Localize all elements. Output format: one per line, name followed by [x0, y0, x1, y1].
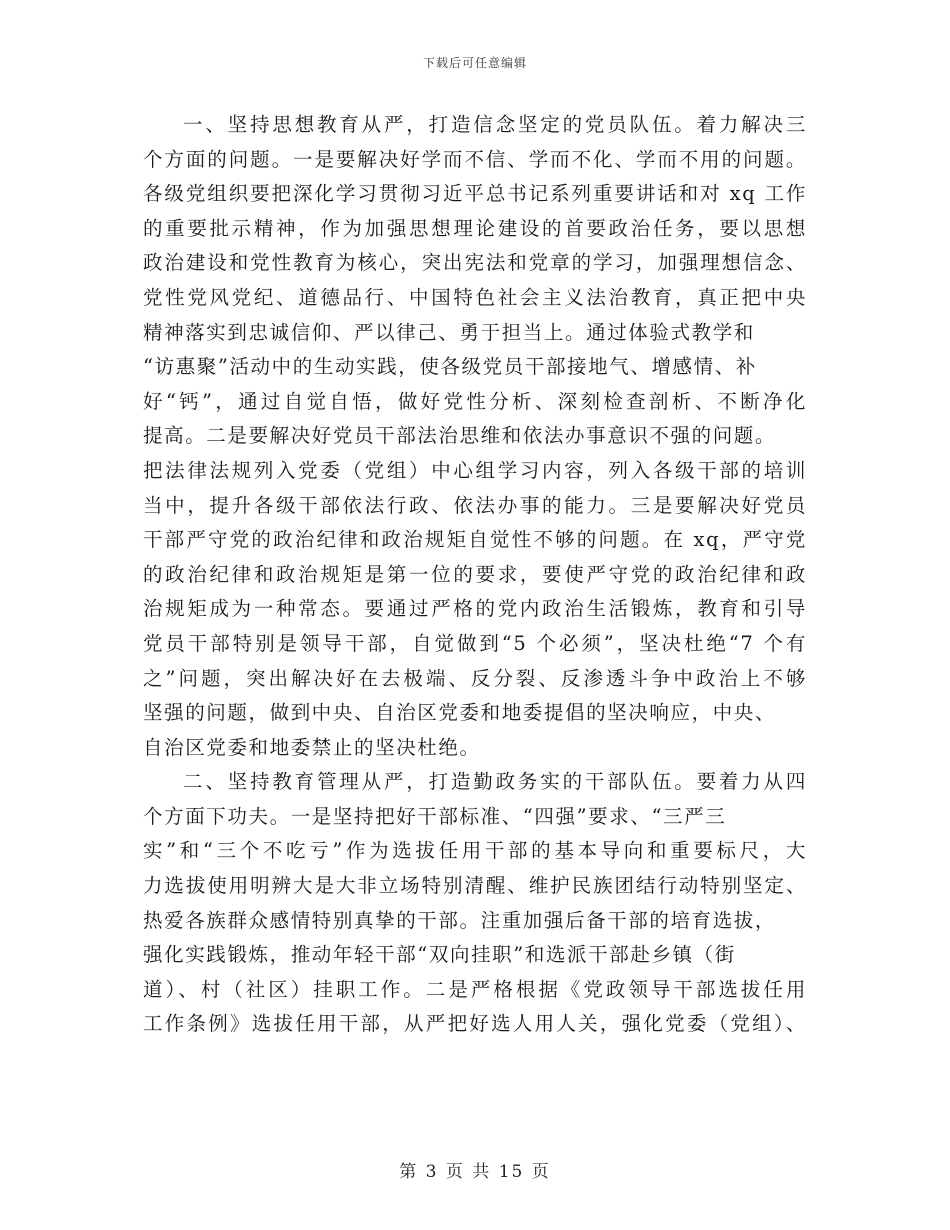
paragraph-line: 好“钙”，通过自觉自悟，做好党性分析、深刻检查剖析、不断净化	[143, 389, 807, 413]
paragraph-line: 坚强的问题，做到中央、自治区党委和地委提倡的坚决响应，中央、	[143, 701, 777, 725]
paragraph-line: 强化实践锻炼，推动年轻干部“双向挂职”和选派干部赴乡镇（街	[143, 943, 736, 967]
document-body	[143, 108, 807, 1042]
paragraph-line: 提高。二是要解决好党员干部法治思维和依法办事意识不强的问题。	[143, 424, 777, 448]
paragraph-line: 的重要批示精神，作为加强思想理论建设的首要政治任务，要以思想	[143, 216, 807, 240]
paragraph-line: 自治区党委和地委禁止的坚决杜绝。	[143, 735, 481, 759]
paragraph-line: 二、坚持教育管理从严，打造勤政务实的干部队伍。要着力从四	[183, 770, 807, 794]
paragraph-line: 治规矩成为一种常态。要通过严格的党内政治生活锻炼，教育和引导	[143, 597, 807, 621]
paragraph-line: 党员干部特别是领导干部，自觉做到“5 个必须”，坚决杜绝“7 个有	[143, 631, 807, 655]
paragraph-line: 党性党风党纪、道德品行、中国特色社会主义法治教育，真正把中央	[143, 285, 807, 309]
paragraph-line: 政治建设和党性教育为核心，突出宪法和党章的学习，加强理想信念、	[143, 251, 807, 275]
paragraph-line: 当中，提升各级干部依法行政、依法办事的能力。三是要解决好党员	[143, 493, 807, 517]
page-footer: 第 3 页 共 15 页	[399, 1162, 551, 1182]
paragraph-line: 力选拔使用明辨大是大非立场特别清醒、维护民族团结行动特别坚定、	[143, 874, 807, 898]
paragraph-line: 把法律法规列入党委（党组）中心组学习内容，列入各级干部的培训	[143, 458, 807, 482]
page-header: 下载后可任意编辑	[422, 56, 527, 70]
paragraph-line: 之”问题，突出解决好在去极端、反分裂、反渗透斗争中政治上不够	[143, 666, 807, 690]
paragraph-line: 干部严守党的政治纪律和政治规矩自觉性不够的问题。在 xq，严守党	[143, 528, 807, 552]
paragraph-line: 实”和“三个不吃亏”作为选拔任用干部的基本导向和重要标尺，大	[143, 839, 807, 863]
paragraph-line: 道）、村（社区）挂职工作。二是严格根据《党政领导干部选拔任用	[143, 977, 807, 1001]
paragraph-line: 精神落实到忠诚信仰、严以律己、勇于担当上。通过体验式教学和	[143, 320, 755, 344]
paragraph-line: “访惠聚”活动中的生动实践，使各级党员干部接地气、增感情、补	[143, 355, 757, 379]
paragraph-line: 的政治纪律和政治规矩是第一位的要求，要使严守党的政治纪律和政	[143, 562, 807, 586]
paragraph-line: 热爱各族群众感情特别真挚的干部。注重加强后备干部的培育选拔，	[143, 908, 777, 932]
paragraph-line: 各级党组织要把深化学习贯彻习近平总书记系列重要讲话和对 xq 工作	[143, 182, 807, 206]
paragraph-line: 个方面下功夫。一是坚持把好干部标准、“四强”要求、“三严三	[143, 804, 727, 828]
paragraph-line: 工作条例》选拔任用干部，从严把好选人用人关，强化党委（党组）、	[143, 1012, 807, 1036]
paragraph-line: 一、坚持思想教育从严，打造信念坚定的党员队伍。着力解决三	[183, 113, 807, 136]
paragraph-line: 个方面的问题。一是要解决好学而不信、学而不化、学而不用的问题。	[143, 147, 807, 171]
